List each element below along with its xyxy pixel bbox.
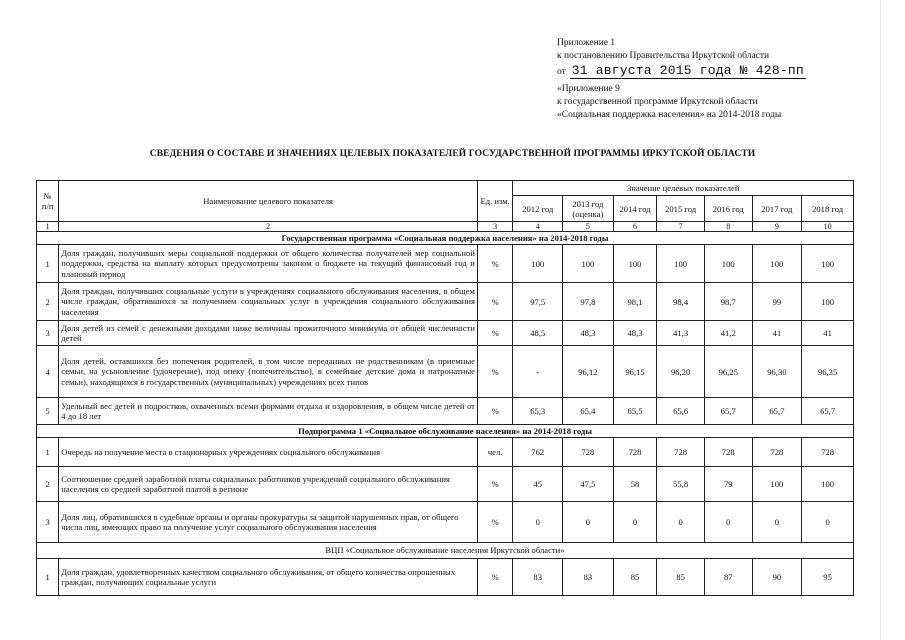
value-cell: 79 <box>704 467 752 502</box>
col-header-values-group: Значение целевых показателей <box>513 181 854 196</box>
value-cell: 65,4 <box>563 398 614 425</box>
row-number: 3 <box>37 321 59 346</box>
indicator-name: Удельный вес детей и подростков, охваченных всеми формами отдыха и оздоровления, в общем числе детей от 4 до 18 лет <box>59 398 478 425</box>
unit-cell: % <box>477 346 512 398</box>
value-cell: 0 <box>752 502 802 543</box>
value-cell: 0 <box>563 502 614 543</box>
value-cell: 96,25 <box>704 346 752 398</box>
table-row <box>37 346 854 398</box>
unit-cell: % <box>477 502 512 543</box>
value-cell: 58 <box>613 467 657 502</box>
value-cell: 85 <box>657 559 705 596</box>
value-cell: 100 <box>513 245 563 283</box>
value-cell: 65,7 <box>802 398 854 425</box>
column-number: 1 <box>37 222 59 232</box>
value-cell: 65,7 <box>704 398 752 425</box>
value-cell: 0 <box>704 502 752 543</box>
value-cell: 95 <box>802 559 854 596</box>
value-cell: 728 <box>752 438 802 467</box>
indicators-table <box>36 180 854 596</box>
value-cell: 100 <box>704 245 752 283</box>
value-cell: 728 <box>613 438 657 467</box>
section-heading-vcp: ВЦП «Социальное обслуживание населения Иркутской области» <box>37 543 854 559</box>
indicator-name: Соотношение средней заработной платы социальных работников учреждений социального обслуживания населения со средней заработной платой в регионе <box>59 467 478 502</box>
value-cell: 87 <box>704 559 752 596</box>
value-cell: 762 <box>513 438 563 467</box>
value-cell: 65,6 <box>657 398 705 425</box>
column-number: 7 <box>657 222 705 232</box>
column-number: 5 <box>563 222 614 232</box>
table-row <box>37 321 854 346</box>
appendix-label: Приложение 1 <box>557 38 616 48</box>
resolution-date: 31 августа 2015 года № 428-пп <box>571 63 804 78</box>
value-cell: 65,5 <box>613 398 657 425</box>
value-cell: 96,12 <box>563 346 614 398</box>
value-cell: 98,7 <box>704 283 752 321</box>
appendix9-label: «Приложение 9 <box>557 84 620 94</box>
value-cell: 96,35 <box>802 346 854 398</box>
row-number: 3 <box>37 502 59 543</box>
indicator-name: Доля граждан, получивших социальные услуги в учреждениях социального обслуживания населения, в общем числе граждан, обратившихся за получением социальных услуг в учреждения социального обслуживания населения <box>59 283 478 321</box>
value-cell: 96,20 <box>657 346 705 398</box>
document-header <box>557 37 806 122</box>
program-reference: к государственной программе Иркутской области <box>557 97 758 107</box>
value-cell: 85 <box>613 559 657 596</box>
indicator-name: Доля лиц, обратившихся в судебные органы и органы прокуратуры за защитой нарушенных прав, от общего числа лиц, имеющих право на получение услуг социального обслуживания населения <box>59 502 478 543</box>
section-heading-state-program: Государственная программа «Социальная поддержка населения» на 2014-2018 годы <box>37 232 854 245</box>
indicator-name: Доля детей, оставшихся без попечения родителей, в том числе переданных не родственникам (в приемные семьи, на усыновление (удочерение), под опеку (попечительство), в семейные детские дома и патронатные семьи), находящихся в государственных (муниципальных) учреждениях всех типов <box>59 346 478 398</box>
value-cell: 48,5 <box>513 321 563 346</box>
unit-cell: чел. <box>477 438 512 467</box>
col-header-year: 2013 год (оценка) <box>563 196 614 222</box>
value-cell: 728 <box>802 438 854 467</box>
value-cell: 47,5 <box>563 467 614 502</box>
value-cell: 96,30 <box>752 346 802 398</box>
col-header-num: № п/п <box>37 181 59 222</box>
value-cell: 90 <box>752 559 802 596</box>
col-header-year: 2015 год <box>657 196 705 222</box>
column-number: 10 <box>802 222 854 232</box>
column-number: 9 <box>752 222 802 232</box>
value-cell: 100 <box>752 467 802 502</box>
table-row <box>37 283 854 321</box>
unit-cell: % <box>477 321 512 346</box>
indicator-name: Доля граждан, удовлетворенных качеством социального обслуживания, от общего количества опрошенных граждан, получающих социальные услуги <box>59 559 478 596</box>
indicator-name: Доля детей из семей с денежными доходами ниже величины прожиточного минимума от общей численности детей <box>59 321 478 346</box>
col-header-year: 2016 год <box>704 196 752 222</box>
value-cell: - <box>513 346 563 398</box>
column-number-row <box>37 222 854 232</box>
value-cell: 100 <box>802 245 854 283</box>
value-cell: 728 <box>563 438 614 467</box>
section-heading-subprogram: Подпрограмма 1 «Социальное обслуживание населения» на 2014-2018 годы <box>37 425 854 438</box>
col-header-year: 2014 год <box>613 196 657 222</box>
value-cell: 48,3 <box>613 321 657 346</box>
document-title: СВЕДЕНИЯ О СОСТАВЕ И ЗНАЧЕНИЯХ ЦЕЛЕВЫХ ПОКАЗАТЕЛЕЙ ГОСУДАРСТВЕННОЙ ПРОГРАММЫ ИРКУТСКОЙ ОБЛАСТИ <box>149 149 756 159</box>
value-cell: 41 <box>802 321 854 346</box>
row-number: 1 <box>37 559 59 596</box>
unit-cell: % <box>477 245 512 283</box>
value-cell: 83 <box>513 559 563 596</box>
value-cell: 65,7 <box>752 398 802 425</box>
value-cell: 728 <box>657 438 705 467</box>
col-header-year: 2012 год <box>513 196 563 222</box>
value-cell: 0 <box>657 502 705 543</box>
value-cell: 0 <box>613 502 657 543</box>
value-cell: 41,2 <box>704 321 752 346</box>
row-number: 5 <box>37 398 59 425</box>
unit-cell: % <box>477 283 512 321</box>
date-prefix: от <box>557 67 566 77</box>
column-number: 3 <box>477 222 512 232</box>
resolution-date-line <box>557 64 806 79</box>
table-row <box>37 438 854 467</box>
row-number: 2 <box>37 283 59 321</box>
value-cell: 65,3 <box>513 398 563 425</box>
unit-cell: % <box>477 398 512 425</box>
column-number: 6 <box>613 222 657 232</box>
resolution-reference: к постановлению Правительства Иркутской области <box>557 51 770 61</box>
program-name: «Социальная поддержка населения» на 2014-2018 годы <box>557 110 782 120</box>
value-cell: 100 <box>752 245 802 283</box>
table-row <box>37 467 854 502</box>
value-cell: 100 <box>802 283 854 321</box>
value-cell: 100 <box>613 245 657 283</box>
value-cell: 98,4 <box>657 283 705 321</box>
row-number: 4 <box>37 346 59 398</box>
table-row <box>37 502 854 543</box>
unit-cell: % <box>477 559 512 596</box>
table-row <box>37 245 854 283</box>
value-cell: 41 <box>752 321 802 346</box>
column-number: 4 <box>513 222 563 232</box>
value-cell: 48,3 <box>563 321 614 346</box>
value-cell: 97,5 <box>513 283 563 321</box>
value-cell: 728 <box>704 438 752 467</box>
value-cell: 0 <box>513 502 563 543</box>
value-cell: 99 <box>752 283 802 321</box>
value-cell: 55,8 <box>657 467 705 502</box>
value-cell: 98,1 <box>613 283 657 321</box>
value-cell: 83 <box>563 559 614 596</box>
col-header-year: 2018 год <box>802 196 854 222</box>
value-cell: 100 <box>563 245 614 283</box>
row-number: 1 <box>37 438 59 467</box>
value-cell: 96,15 <box>613 346 657 398</box>
indicator-name: Очередь на получение места в стационарных учреждениях социального обслуживания <box>59 438 478 467</box>
column-number: 8 <box>704 222 752 232</box>
row-number: 2 <box>37 467 59 502</box>
indicator-name: Доля граждан, получивших меры социальной поддержки от общего количества получателей мер социальной поддержки, средства на выплату которых предусмотрены законом о бюджете на текущий финансовый год и плановый период <box>59 245 478 283</box>
value-cell: 100 <box>802 467 854 502</box>
col-header-year: 2017 год <box>752 196 802 222</box>
table-row <box>37 398 854 425</box>
value-cell: 0 <box>802 502 854 543</box>
value-cell: 41,3 <box>657 321 705 346</box>
column-number: 2 <box>59 222 478 232</box>
table-row <box>37 559 854 596</box>
row-number: 1 <box>37 245 59 283</box>
scan-fold-line <box>880 0 881 640</box>
value-cell: 45 <box>513 467 563 502</box>
unit-cell: % <box>477 467 512 502</box>
col-header-name: Наименование целевого показателя <box>59 181 478 222</box>
col-header-unit: Ед. изм. <box>477 181 512 222</box>
value-cell: 100 <box>657 245 705 283</box>
value-cell: 97,8 <box>563 283 614 321</box>
